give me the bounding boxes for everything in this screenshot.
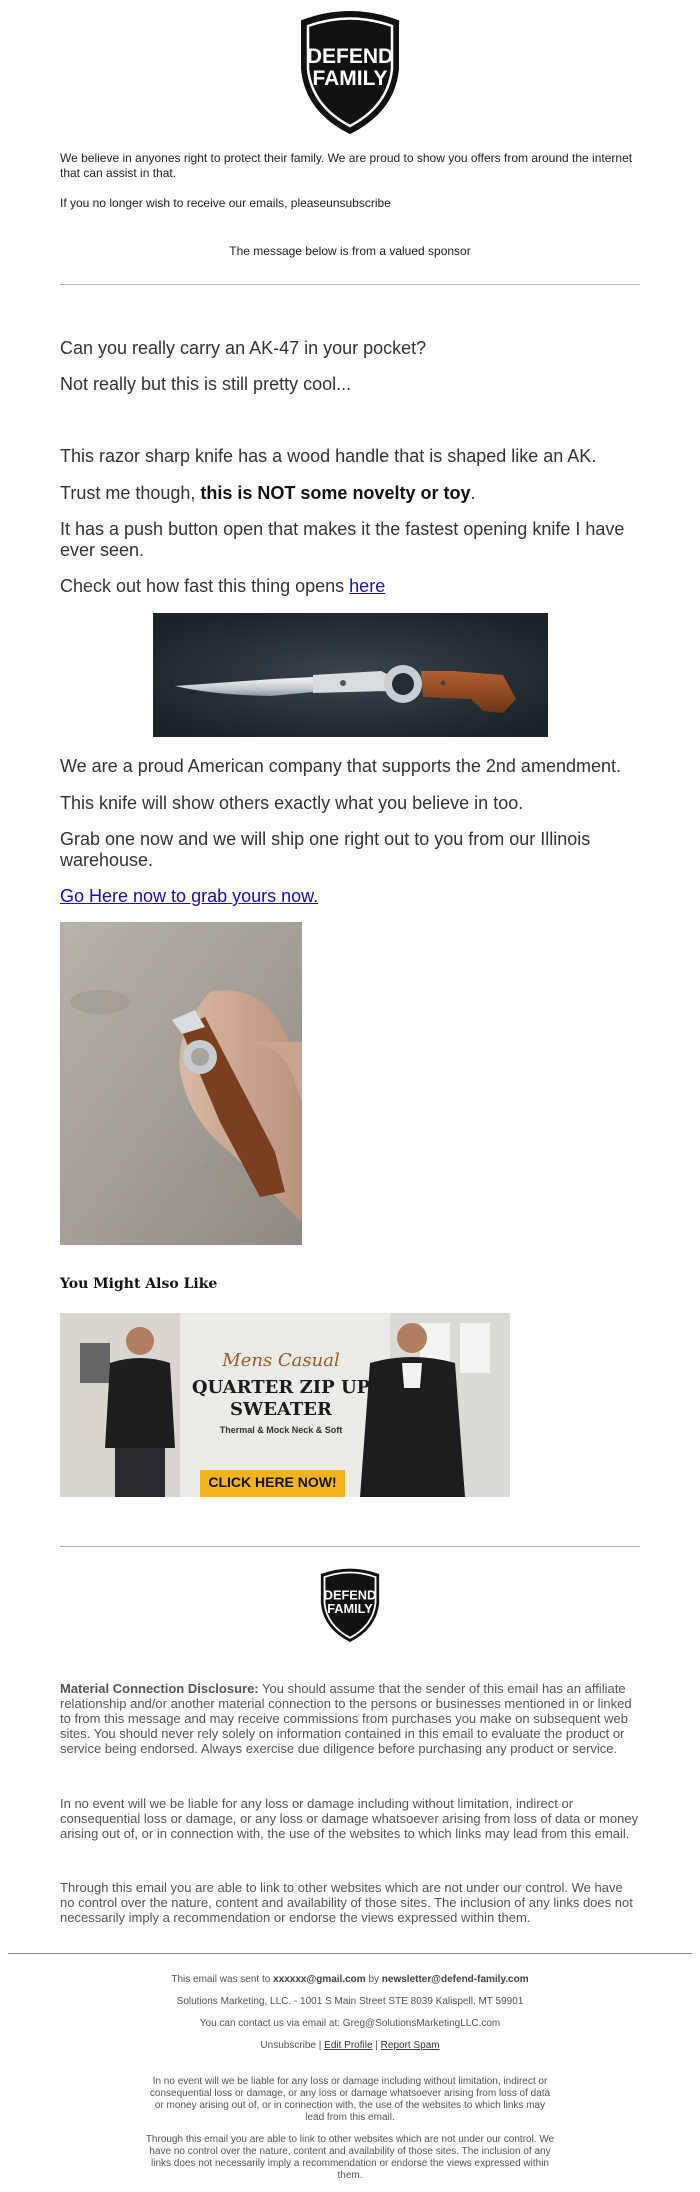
logo-small-line1: DEFEND (323, 1587, 377, 1603)
body-p2: Not really but this is still pretty cool... (60, 374, 352, 394)
ad-line1: Mens Casual (222, 1350, 340, 1371)
liability-text: In no event will we be liable for any loss or damage including without limitation, indirect or consequential loss or damage, or any loss or damage whatsoever arising from loss of data or money arising out of, or in connection with, the use of the websites to which links may lead from this email. (60, 1796, 639, 1841)
knife-photo[interactable] (153, 613, 548, 737)
recommend-heading: You Might Also Like (60, 1276, 218, 1292)
footer-links: Unsubscribe | Edit Profile | Report Spam (260, 2040, 440, 2051)
cta-link[interactable]: Go Here now to grab yours now. (60, 886, 319, 906)
body-p6 (60, 576, 640, 597)
disclosure-text (60, 1681, 640, 1756)
ad-line2: QUARTER ZIP UP (191, 1377, 371, 1398)
body-p8: This knife will show others exactly what you believe in too. (60, 793, 524, 813)
unsubscribe-link[interactable]: unsubscribe (326, 196, 391, 210)
body-p3: This razor sharp knife has a wood handle that is shaped like an AK. (60, 446, 597, 466)
logo-line1: DEFEND (306, 45, 394, 68)
report-spam-link[interactable]: Report Spam (380, 2040, 440, 2051)
control-text: Through this email you are able to link to other websites which are not under our control. We have no control over the nature, content and availability of those sites. The inclusion of any links does not necessarily imply a recommendation or endorse the views expressed within them. (60, 1880, 633, 1925)
disclosure-label: Material Connection Disclosure: (60, 1681, 259, 1696)
ad-button[interactable]: CLICK HERE NOW! (208, 1474, 337, 1490)
footer-divider (8, 1953, 692, 1954)
body-p9: Grab one now and we will ship one right out to you from our Illinois warehouse. (60, 829, 591, 870)
body-p1: Can you really carry an AK-47 in your pocket? (60, 338, 427, 358)
edit-profile-link[interactable]: Edit Profile (324, 2040, 373, 2051)
divider (60, 1546, 640, 1547)
footer-unsubscribe[interactable]: Unsubscribe (260, 2040, 316, 2051)
ad-line3: SWEATER (230, 1399, 332, 1420)
body-p4-prefix: Trust me though, (60, 483, 201, 503)
body-p4-suffix: . (470, 483, 476, 503)
logo-line2: FAMILY (312, 67, 388, 90)
here-link[interactable]: here (349, 576, 386, 596)
body-p7: We are a proud American company that supports the 2nd amendment. (60, 756, 621, 776)
cta-line (60, 886, 640, 907)
sponsor-note: The message below is from a valued sponsor (229, 244, 471, 258)
body-p4 (60, 483, 640, 504)
recipient-email: xxxxxx@gmail.com (273, 1974, 366, 1985)
logo-small-line2: FAMILY (327, 1600, 373, 1616)
footer-control: Through this email you are able to link to other websites which are not under our control. We have no control over the nature, content and availability of those sites. The inclusion of any links does not necessarily imply a recommendation or endorse the views expressed within them. (145, 2134, 555, 2181)
unsubscribe-line (60, 196, 640, 211)
sender-email: newsletter@defend-family.com (381, 1974, 529, 1985)
divider (60, 284, 640, 285)
brand-logo (294, 7, 406, 137)
body-p5: It has a push button open that makes it the fastest opening knife I have ever seen. (60, 519, 625, 560)
body-p6-prefix: Check out how fast this thing opens (60, 576, 350, 596)
sweater-ad-banner[interactable] (60, 1313, 510, 1497)
ad-line4: Thermal & Mock Neck & Soft (219, 1425, 343, 1435)
company-address: Solutions Marketing, LLC. - 1001 S Main Street STE 8039 Kalispell, MT 59901 (176, 1996, 524, 2007)
body-p4-bold: this is NOT some novelty or toy (200, 483, 471, 503)
brand-logo-small (316, 1565, 384, 1645)
unsubscribe-prefix: If you no longer wish to receive our emails, please (60, 196, 327, 210)
disclosure-body: You should assume that the sender of this email has an affiliate relationship and/or another material connection to the persons or businesses mentioned in or linked to from this message and may receive commissions from purchases you make on subsequent web sites. You should never rely solely on information contained in this email to evaluate the product or service being endorsed. Always exercise due diligence before purchasing any product or service. (60, 1681, 632, 1756)
intro-text: We believe in anyones right to protect their family. We are proud to show you offers from around the internet that can assist in that. (60, 151, 633, 180)
contact-line: You can contact us via email at: Greg@SolutionsMarketingLLC.com (199, 2018, 501, 2029)
sent-to-line: This email was sent to xxxxxx@gmail.com by newsletter@defend-family.com (171, 1974, 529, 1985)
footer-liability: In no event will we be liable for any loss or damage including without limitation, indirect or consequential loss or damage, or any loss or damage whatsoever arising from loss of data or money arising out of, or in connection with, the use of the websites to which links may lead from this email. (149, 2076, 551, 2123)
knife-in-hand-photo[interactable] (60, 922, 302, 1245)
